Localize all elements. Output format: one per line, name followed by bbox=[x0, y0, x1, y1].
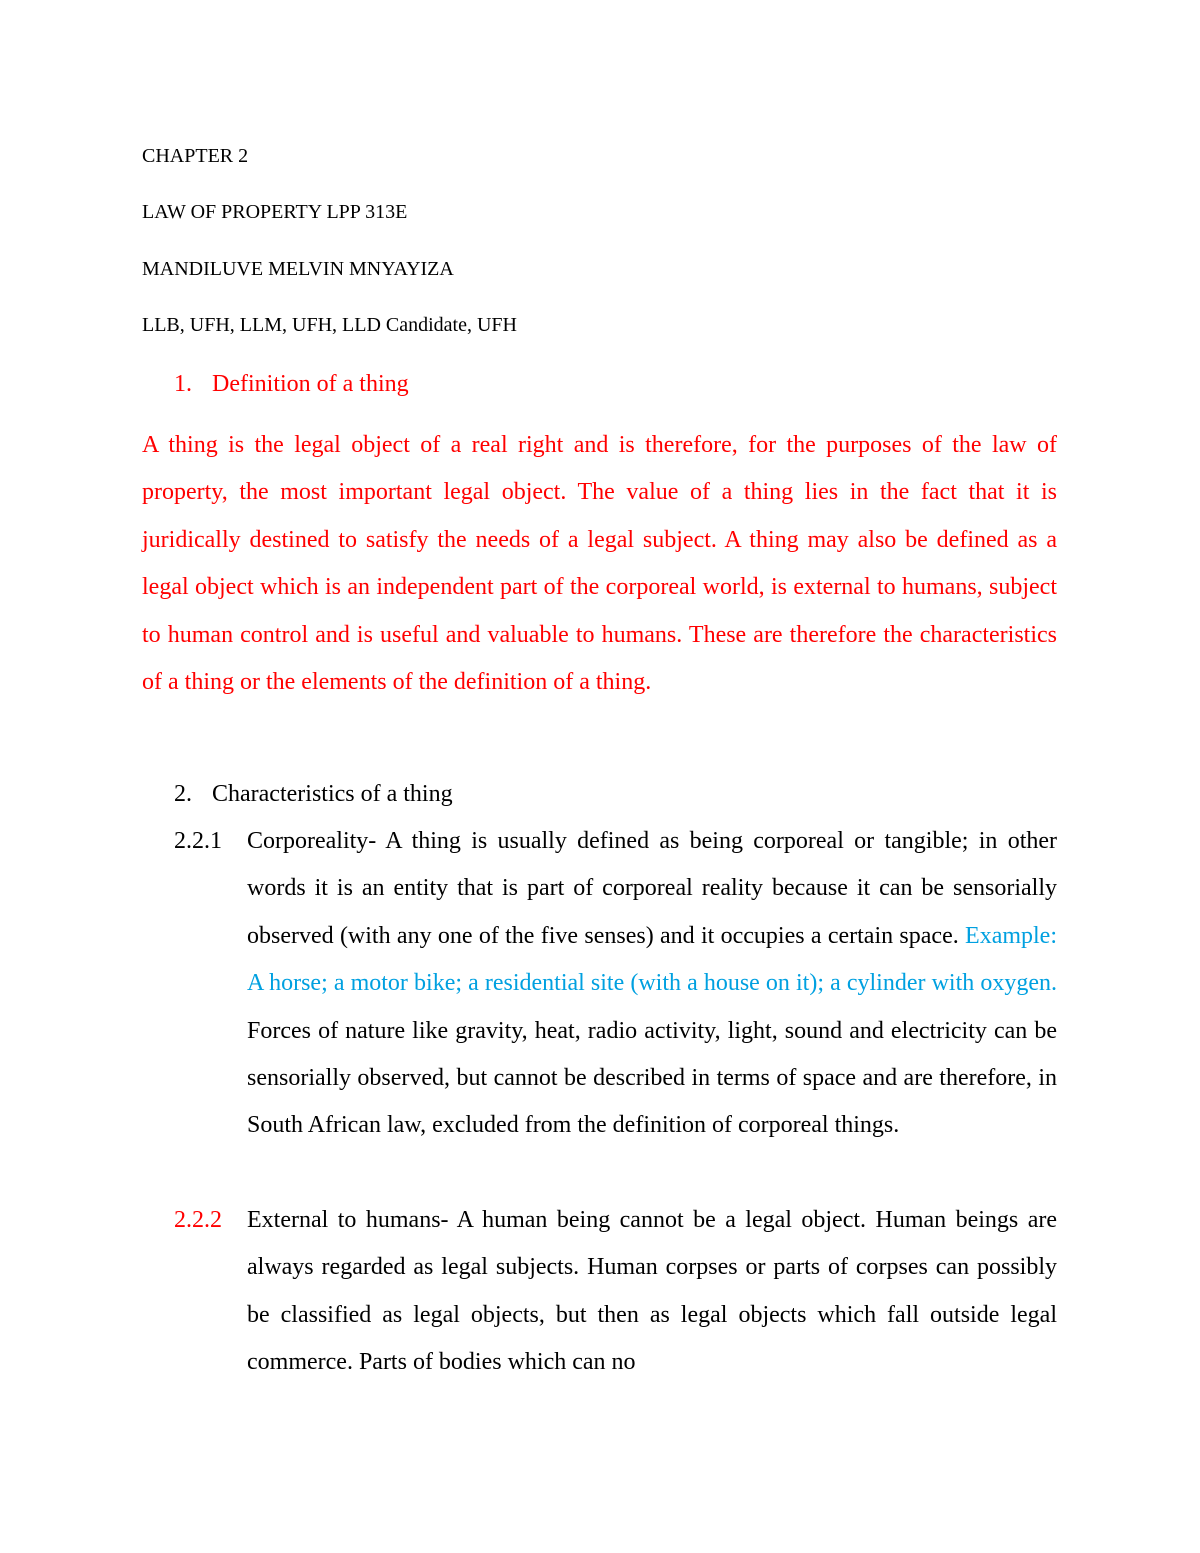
section-1-heading bbox=[174, 369, 409, 399]
item-2-2-1-number: 2.2.1 bbox=[174, 828, 222, 854]
author-credentials: LLB, UFH, LLM, UFH, LLD Candidate, UFH bbox=[142, 314, 517, 336]
item-2-2-1-text-before: Corporeality- A thing is usually defined as being corporeal or tangible; in other words it is an entity that is part of corporeal reality because it can be sensorially observed (with any one of the five senses) and it occupies a certain space. bbox=[247, 828, 1057, 949]
course-title: LAW OF PROPERTY LPP 313E bbox=[142, 201, 408, 223]
item-2-2-1-example: Example: A horse; a motor bike; a residential site (with a house on it); a cylinder with oxygen. bbox=[247, 922, 1057, 997]
section-1-title: Definition of a thing bbox=[212, 371, 409, 397]
item-2-2-2-number: 2.2.2 bbox=[174, 1207, 222, 1233]
section-2-number: 2. bbox=[174, 781, 192, 807]
section-2-title: Characteristics of a thing bbox=[212, 781, 453, 807]
section-1-number: 1. bbox=[174, 371, 192, 397]
section-1-body: A thing is the legal object of a real right and is therefore, for the purposes of the law of property, the most important legal object. The value of a thing lies in the fact that it is juridically destined to satisfy the needs of a legal subject. A thing may also be defined as a legal object which is an independent part of the corporeal world, is external to humans, subject to human control and is useful and valuable to humans. These are therefore the characteristics of a thing or the elements of the definition of a thing. bbox=[142, 432, 1057, 696]
section-2-heading bbox=[174, 779, 453, 809]
item-2-2-2-body: External to humans- A human being cannot be a legal object. Human beings are always regarded as legal subjects. Human corpses or parts of corpses can possibly be classified as legal objects, but then as legal objects which fall outside legal commerce. Parts of bodies which can no bbox=[247, 1207, 1057, 1376]
author-name: MANDILUVE MELVIN MNYAYIZA bbox=[142, 258, 454, 280]
item-2-2-1-text-after: Forces of nature like gravity, heat, radio activity, light, sound and electricity can be sensorially observed, but cannot be described in terms of space and are therefore, in South African law, excluded from the definition of corporeal things. bbox=[247, 1017, 1057, 1139]
item-2-2-1-body bbox=[247, 818, 1057, 1150]
chapter-label: CHAPTER 2 bbox=[142, 145, 249, 167]
